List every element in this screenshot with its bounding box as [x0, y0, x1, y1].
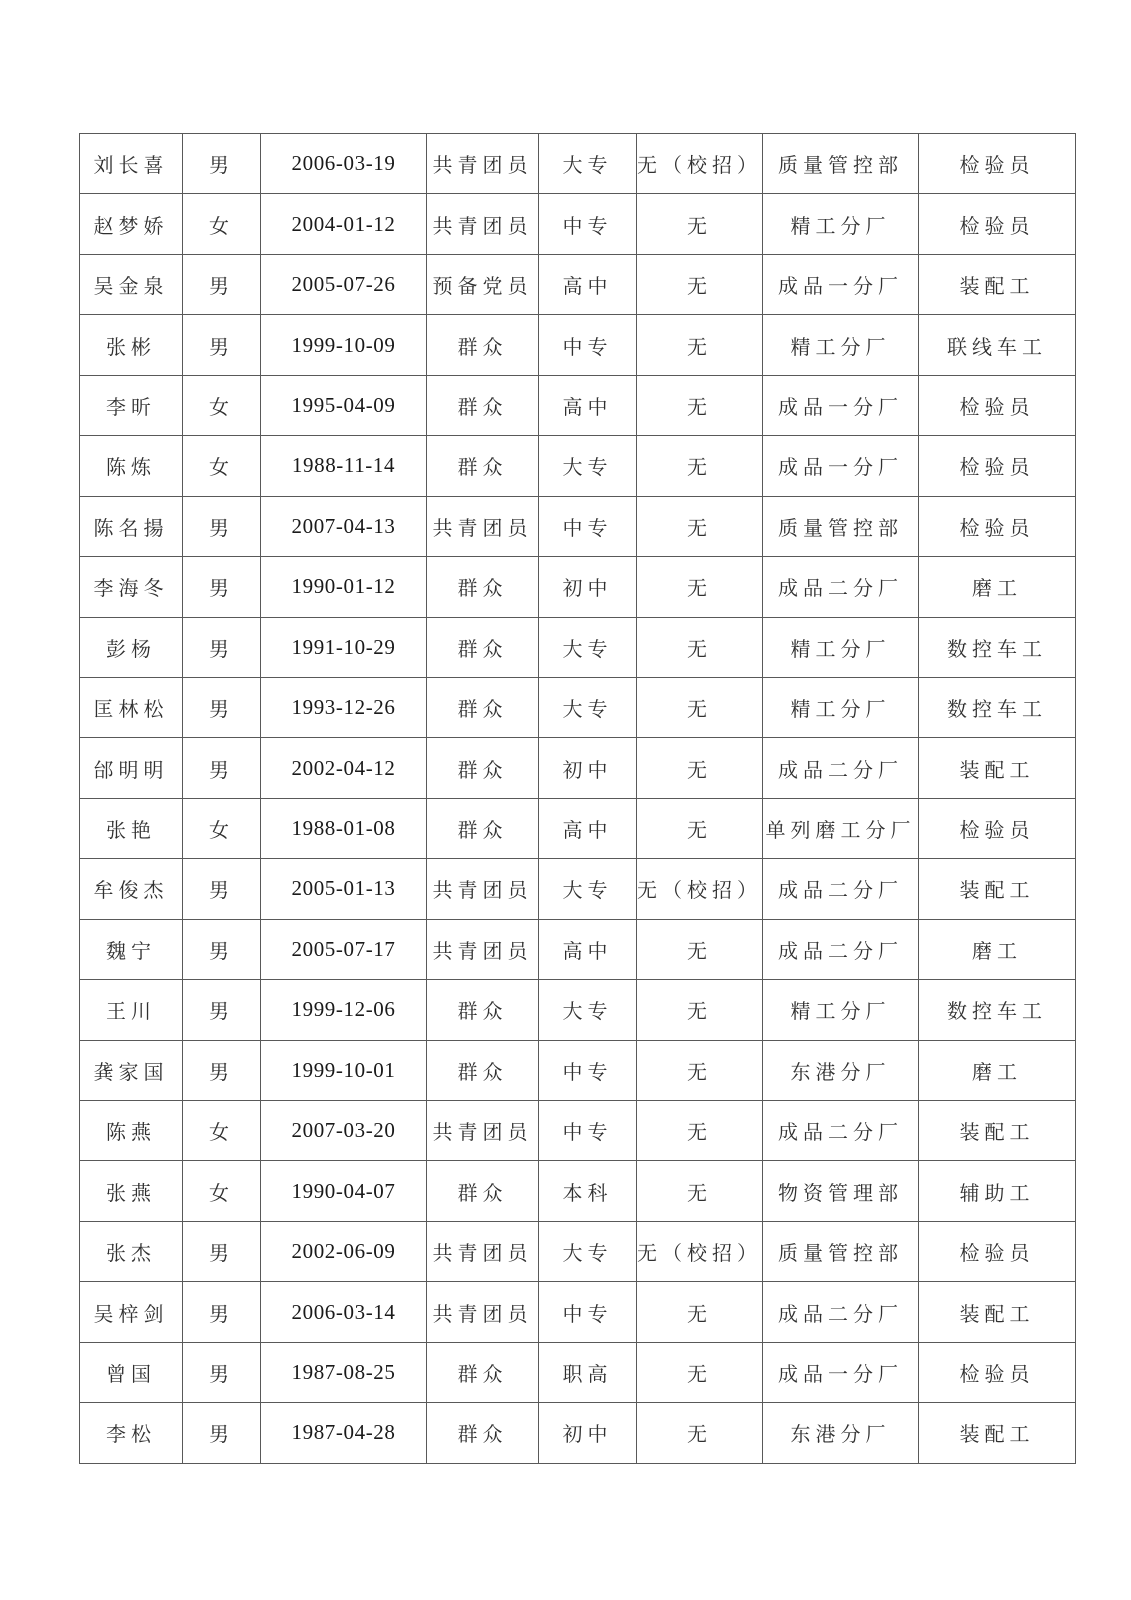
table-cell-political-status: 群众: [427, 980, 539, 1040]
table-cell-position: 联线车工: [919, 315, 1076, 375]
table-cell-note: 无: [637, 375, 763, 435]
table-cell-education: 大专: [539, 1221, 637, 1281]
table-cell-name: 李昕: [80, 375, 183, 435]
table-cell-gender: 男: [183, 1221, 261, 1281]
table-cell-date: 2002-04-12: [261, 738, 427, 798]
table-cell-political-status: 群众: [427, 436, 539, 496]
table-cell-note: 无: [637, 436, 763, 496]
table-cell-name: 陈名揚: [80, 496, 183, 556]
table-row: [80, 1403, 1076, 1463]
table-cell-position: 辅助工: [919, 1161, 1076, 1221]
table-cell-education: 本科: [539, 1161, 637, 1221]
table-cell-date: 1991-10-29: [261, 617, 427, 677]
table-cell-date: 2005-07-17: [261, 919, 427, 979]
table-cell-note: 无: [637, 1282, 763, 1342]
table-cell-position: 检验员: [919, 1221, 1076, 1281]
table-cell-education: 大专: [539, 617, 637, 677]
table-cell-gender: 男: [183, 315, 261, 375]
table-cell-department: 成品一分厂: [763, 1342, 919, 1402]
table-cell-education: 高中: [539, 375, 637, 435]
table-row: [80, 1101, 1076, 1161]
table-cell-department: 成品二分厂: [763, 1282, 919, 1342]
table-cell-note: 无: [637, 496, 763, 556]
table-cell-department: 精工分厂: [763, 315, 919, 375]
table-cell-position: 装配工: [919, 859, 1076, 919]
table-cell-note: 无: [637, 1040, 763, 1100]
table-cell-position: 检验员: [919, 798, 1076, 858]
table-cell-position: 装配工: [919, 1101, 1076, 1161]
table-cell-name: 张彬: [80, 315, 183, 375]
table-cell-gender: 男: [183, 1040, 261, 1100]
table-cell-gender: 女: [183, 436, 261, 496]
table-cell-political-status: 群众: [427, 677, 539, 737]
table-cell-note: 无: [637, 315, 763, 375]
table-cell-name: 龚家国: [80, 1040, 183, 1100]
table-row: [80, 738, 1076, 798]
table-cell-date: 1993-12-26: [261, 677, 427, 737]
table-row: [80, 194, 1076, 254]
table-cell-note: 无: [637, 617, 763, 677]
table-cell-education: 高中: [539, 798, 637, 858]
table-cell-note: 无: [637, 1101, 763, 1161]
table-cell-date: 1999-10-09: [261, 315, 427, 375]
table-cell-department: 质量管控部: [763, 134, 919, 194]
table-cell-gender: 女: [183, 1161, 261, 1221]
table-row: [80, 919, 1076, 979]
table-cell-department: 成品二分厂: [763, 1101, 919, 1161]
table-cell-department: 精工分厂: [763, 677, 919, 737]
table-row: [80, 254, 1076, 314]
personnel-table: [79, 133, 1076, 1464]
table-row: [80, 375, 1076, 435]
table-cell-education: 大专: [539, 134, 637, 194]
table-cell-note: 无: [637, 919, 763, 979]
table-cell-note: 无: [637, 557, 763, 617]
table-cell-name: 陈炼: [80, 436, 183, 496]
table-cell-political-status: 群众: [427, 1040, 539, 1100]
table-cell-political-status: 共青团员: [427, 919, 539, 979]
table-cell-gender: 男: [183, 557, 261, 617]
table-row: [80, 557, 1076, 617]
table-cell-political-status: 共青团员: [427, 859, 539, 919]
table-cell-education: 大专: [539, 677, 637, 737]
table-cell-political-status: 共青团员: [427, 1282, 539, 1342]
table-cell-education: 初中: [539, 738, 637, 798]
table-row: [80, 617, 1076, 677]
table-row: [80, 1282, 1076, 1342]
table-cell-political-status: 共青团员: [427, 496, 539, 556]
table-cell-education: 初中: [539, 557, 637, 617]
table-cell-political-status: 群众: [427, 798, 539, 858]
table-cell-gender: 男: [183, 617, 261, 677]
table-cell-name: 王川: [80, 980, 183, 1040]
table-cell-note: 无: [637, 1342, 763, 1402]
table-cell-position: 检验员: [919, 1342, 1076, 1402]
table-cell-department: 成品一分厂: [763, 254, 919, 314]
table-cell-date: 1987-08-25: [261, 1342, 427, 1402]
table-cell-position: 数控车工: [919, 677, 1076, 737]
table-cell-department: 单列磨工分厂: [763, 798, 919, 858]
table-cell-note: 无: [637, 1403, 763, 1463]
table-cell-name: 张艳: [80, 798, 183, 858]
table-cell-position: 检验员: [919, 496, 1076, 556]
table-cell-date: 1987-04-28: [261, 1403, 427, 1463]
table-cell-position: 装配工: [919, 254, 1076, 314]
table-cell-note: 无: [637, 677, 763, 737]
table-cell-position: 磨工: [919, 919, 1076, 979]
table-cell-gender: 男: [183, 738, 261, 798]
table-cell-gender: 男: [183, 1282, 261, 1342]
table-row: [80, 134, 1076, 194]
table-cell-department: 成品二分厂: [763, 557, 919, 617]
table-row: [80, 1161, 1076, 1221]
table-cell-gender: 男: [183, 254, 261, 314]
table-row: [80, 798, 1076, 858]
table-cell-name: 吴金泉: [80, 254, 183, 314]
table-cell-gender: 男: [183, 1342, 261, 1402]
table-cell-name: 李海冬: [80, 557, 183, 617]
table-cell-department: 成品二分厂: [763, 859, 919, 919]
table-cell-name: 邰明明: [80, 738, 183, 798]
table-row: [80, 980, 1076, 1040]
table-cell-date: 2006-03-19: [261, 134, 427, 194]
table-cell-education: 中专: [539, 315, 637, 375]
table-cell-note: 无: [637, 980, 763, 1040]
table-cell-department: 精工分厂: [763, 617, 919, 677]
table-cell-position: 检验员: [919, 134, 1076, 194]
table-cell-department: 精工分厂: [763, 194, 919, 254]
table-cell-name: 刘长喜: [80, 134, 183, 194]
table-cell-department: 成品二分厂: [763, 919, 919, 979]
table-cell-date: 1990-04-07: [261, 1161, 427, 1221]
table-row: [80, 1342, 1076, 1402]
table-row: [80, 677, 1076, 737]
table-cell-position: 磨工: [919, 557, 1076, 617]
table-cell-political-status: 群众: [427, 1403, 539, 1463]
table-cell-political-status: 共青团员: [427, 1221, 539, 1281]
table-cell-gender: 男: [183, 496, 261, 556]
table-cell-political-status: 群众: [427, 315, 539, 375]
table-cell-education: 高中: [539, 919, 637, 979]
table-cell-education: 大专: [539, 859, 637, 919]
table-cell-note: 无（校招）: [637, 1221, 763, 1281]
table-cell-education: 大专: [539, 436, 637, 496]
table-cell-date: 2004-01-12: [261, 194, 427, 254]
table-cell-date: 1988-11-14: [261, 436, 427, 496]
table-cell-gender: 男: [183, 980, 261, 1040]
table-cell-department: 东港分厂: [763, 1403, 919, 1463]
table-cell-position: 装配工: [919, 1403, 1076, 1463]
table-row: [80, 315, 1076, 375]
table-cell-education: 中专: [539, 1101, 637, 1161]
table-cell-political-status: 群众: [427, 557, 539, 617]
table-cell-position: 数控车工: [919, 617, 1076, 677]
table-cell-education: 大专: [539, 980, 637, 1040]
table-cell-gender: 女: [183, 798, 261, 858]
table-cell-education: 中专: [539, 496, 637, 556]
table-cell-education: 高中: [539, 254, 637, 314]
table-cell-gender: 女: [183, 1101, 261, 1161]
table-cell-date: 2007-03-20: [261, 1101, 427, 1161]
table-row: [80, 436, 1076, 496]
table-cell-education: 中专: [539, 1282, 637, 1342]
table-cell-note: 无（校招）: [637, 859, 763, 919]
table-cell-position: 磨工: [919, 1040, 1076, 1100]
table-cell-department: 东港分厂: [763, 1040, 919, 1100]
table-cell-date: 2002-06-09: [261, 1221, 427, 1281]
table-cell-gender: 女: [183, 375, 261, 435]
table-cell-date: 2007-04-13: [261, 496, 427, 556]
table-cell-political-status: 群众: [427, 1161, 539, 1221]
table-cell-date: 1995-04-09: [261, 375, 427, 435]
table-cell-political-status: 共青团员: [427, 194, 539, 254]
table-cell-position: 检验员: [919, 194, 1076, 254]
table-cell-department: 质量管控部: [763, 496, 919, 556]
table-cell-department: 成品一分厂: [763, 436, 919, 496]
table-cell-position: 数控车工: [919, 980, 1076, 1040]
table-cell-gender: 男: [183, 677, 261, 737]
table-cell-political-status: 群众: [427, 1342, 539, 1402]
table-cell-department: 质量管控部: [763, 1221, 919, 1281]
table-cell-position: 检验员: [919, 375, 1076, 435]
table-cell-date: 2005-01-13: [261, 859, 427, 919]
table-cell-date: 1988-01-08: [261, 798, 427, 858]
table-cell-note: 无: [637, 194, 763, 254]
table-cell-name: 赵梦娇: [80, 194, 183, 254]
table-cell-position: 装配工: [919, 738, 1076, 798]
table-cell-name: 魏宁: [80, 919, 183, 979]
table-cell-gender: 男: [183, 859, 261, 919]
table-row: [80, 1221, 1076, 1281]
table-row: [80, 859, 1076, 919]
table-cell-political-status: 共青团员: [427, 134, 539, 194]
table-cell-name: 吴梓剑: [80, 1282, 183, 1342]
table-cell-education: 初中: [539, 1403, 637, 1463]
table-cell-department: 成品一分厂: [763, 375, 919, 435]
table-row: [80, 1040, 1076, 1100]
table-cell-date: 1999-12-06: [261, 980, 427, 1040]
table-cell-gender: 男: [183, 134, 261, 194]
table-cell-political-status: 群众: [427, 738, 539, 798]
table-cell-name: 曾国: [80, 1342, 183, 1402]
table-cell-position: 检验员: [919, 436, 1076, 496]
table-cell-note: 无: [637, 1161, 763, 1221]
table-cell-department: 精工分厂: [763, 980, 919, 1040]
table-cell-political-status: 群众: [427, 375, 539, 435]
table-cell-position: 装配工: [919, 1282, 1076, 1342]
table-row: [80, 496, 1076, 556]
table-cell-name: 张燕: [80, 1161, 183, 1221]
table-cell-date: 1990-01-12: [261, 557, 427, 617]
table-cell-note: 无（校招）: [637, 134, 763, 194]
table-cell-note: 无: [637, 254, 763, 314]
table-cell-name: 张杰: [80, 1221, 183, 1281]
table-cell-education: 中专: [539, 1040, 637, 1100]
table-cell-name: 陈燕: [80, 1101, 183, 1161]
table-cell-political-status: 共青团员: [427, 1101, 539, 1161]
table-cell-political-status: 预备党员: [427, 254, 539, 314]
table-cell-name: 李松: [80, 1403, 183, 1463]
table-cell-education: 职高: [539, 1342, 637, 1402]
table-cell-gender: 男: [183, 1403, 261, 1463]
table-cell-note: 无: [637, 738, 763, 798]
table-cell-note: 无: [637, 798, 763, 858]
table-cell-date: 2005-07-26: [261, 254, 427, 314]
table-cell-date: 2006-03-14: [261, 1282, 427, 1342]
table-body: [80, 134, 1076, 1464]
table-cell-name: 牟俊杰: [80, 859, 183, 919]
table-cell-gender: 男: [183, 919, 261, 979]
table-cell-name: 匡林松: [80, 677, 183, 737]
table-cell-political-status: 群众: [427, 617, 539, 677]
table-cell-gender: 女: [183, 194, 261, 254]
table-cell-education: 中专: [539, 194, 637, 254]
table-cell-date: 1999-10-01: [261, 1040, 427, 1100]
table-cell-name: 彭杨: [80, 617, 183, 677]
table-cell-department: 物资管理部: [763, 1161, 919, 1221]
table-cell-department: 成品二分厂: [763, 738, 919, 798]
